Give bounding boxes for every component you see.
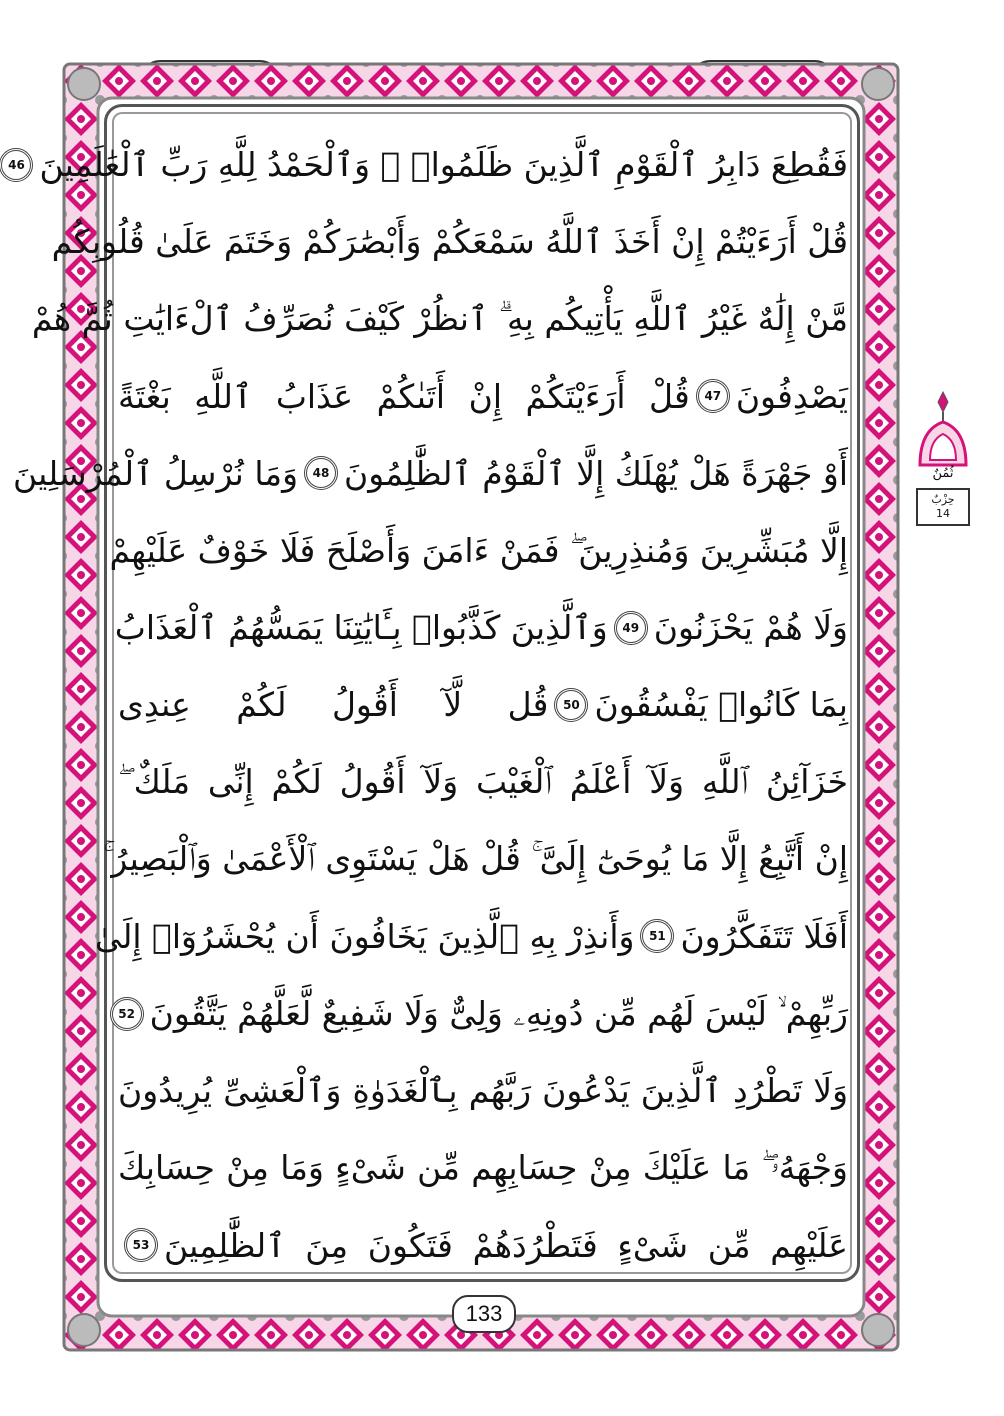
verse-line [118, 744, 848, 821]
verse-text: وَمَا نُرْسِلُ ٱلْمُرْسَلِينَ [13, 453, 299, 493]
verse-text: عَلَيْهِم مِّن شَىْءٍ فَتَطْرُدَهُمْ فَتَكُونَ مِنَ ٱلظَّٰلِمِينَ [164, 1225, 848, 1265]
ayah-end-marker: 49 [614, 611, 648, 645]
ayah-end-marker: 47 [696, 379, 730, 413]
ayah-end-marker: 50 [554, 688, 588, 722]
verse-text: وَلَا تَطْرُدِ ٱلَّذِينَ يَدْعُونَ رَبَّهُم بِٱلْغَدَوٰةِ وَٱلْعَشِىِّ يُرِيدُونَ [118, 1071, 848, 1111]
verse-text: وَٱلَّذِينَ كَذَّبُوا۟ بِـَٔايَٰتِنَا يَمَسُّهُمُ ٱلْعَذَابُ [114, 608, 608, 648]
ayah-end-marker: 53 [124, 1228, 158, 1262]
verse-line [51, 203, 848, 280]
verse-text: بِمَا كَانُوا۟ يَفْسُقُونَ [594, 685, 848, 725]
verse-text: قُل لَّآ أَقُولُ لَكُمْ عِندِى [118, 685, 549, 725]
verse-line [118, 358, 848, 435]
verse-line [109, 512, 848, 589]
verse-line [118, 1129, 848, 1206]
verse-text: وَلَا هُمْ يَحْزَنُونَ [653, 608, 848, 648]
verse-text: مَّنْ إِلَٰهٌ غَيْرُ ٱللَّهِ يَأْتِيكُم بِهِ ۗ ٱنظُرْ كَيْفَ نُصَرِّفُ ٱلْءَايَٰتِ ثُمَّ هُمْ [31, 298, 848, 338]
verse-text: إِلَّا مُبَشِّرِينَ وَمُنذِرِينَ ۖ فَمَنْ ءَامَنَ وَأَصْلَحَ فَلَا خَوْفٌ عَلَيْهِمْ [109, 530, 848, 570]
verse-text: رَبِّهِمْ ۙ لَيْسَ لَهُم مِّن دُونِهِۦ وَلِىٌّ وَلَا شَفِيعٌ لَّعَلَّهُمْ يَتَّقُونَ [149, 993, 848, 1033]
verses-block [8, 126, 848, 1284]
ayah-end-marker: 51 [640, 919, 674, 953]
verse-line [103, 821, 848, 898]
verse-line [118, 975, 848, 1052]
verse-line [13, 435, 848, 512]
verse-line [118, 666, 848, 743]
ayah-end-marker: 46 [0, 148, 33, 182]
rub-label: ثُمُنٌ [932, 466, 954, 481]
verse-line [31, 280, 848, 357]
verse-text: قُلْ أَرَءَيْتَكُمْ إِنْ أَتَىٰكُمْ عَذَابُ ٱللَّهِ بَغْتَةً [118, 376, 690, 416]
hizb-label: حِزْبٌ [931, 493, 955, 506]
verse-line [8, 126, 848, 203]
verse-text: قُلْ أَرَءَيْتُمْ إِنْ أَخَذَ ٱللَّهُ سَمْعَكُمْ وَأَبْصَٰرَكُمْ وَخَتَمَ عَلَىٰ قُلُوبِكُم [51, 222, 848, 262]
verse-text: أَفَلَا تَتَفَكَّرُونَ [680, 916, 848, 956]
ayah-end-marker: 48 [304, 456, 338, 490]
verse-text: فَقُطِعَ دَابِرُ ٱلْقَوْمِ ٱلَّذِينَ ظَلَمُوا۟ ۚ وَٱلْحَمْدُ لِلَّهِ رَبِّ ٱلْعَٰلَمِينَ [39, 145, 848, 185]
verse-text: وَجْهَهُۥ ۖ مَا عَلَيْكَ مِنْ حِسَابِهِم مِّن شَىْءٍ وَمَا مِنْ حِسَابِكَ [118, 1148, 848, 1188]
hizb-number: 14 [936, 507, 950, 520]
page-number: 133 [452, 1295, 516, 1333]
hizb-box [916, 488, 970, 526]
ayah-end-marker: 52 [110, 997, 144, 1031]
verse-line [118, 1052, 848, 1129]
verse-line [94, 898, 848, 975]
verse-line [118, 1207, 848, 1284]
verse-text: وَأَنذِرْ بِهِ ٱلَّذِينَ يَخَافُونَ أَن يُحْشَرُوٓا۟ إِلَىٰ [94, 916, 635, 956]
verse-text: أَوْ جَهْرَةً هَلْ يُهْلَكُ إِلَّا ٱلْقَوْمُ ٱلظَّٰلِمُونَ [344, 453, 848, 493]
verse-text: يَصْدِفُونَ [735, 376, 848, 416]
verse-line [114, 589, 848, 666]
verse-text: خَزَآئِنُ ٱللَّهِ وَلَآ أَعْلَمُ ٱلْغَيْبَ وَلَآ أَقُولُ لَكُمْ إِنِّى مَلَكٌ ۖ [118, 762, 848, 802]
verse-text: إِنْ أَتَّبِعُ إِلَّا مَا يُوحَىٰٓ إِلَىَّ ۚ قُلْ هَلْ يَسْتَوِى ٱلْأَعْمَىٰ وَٱلْبَصِيرُ ۚ [103, 839, 848, 879]
